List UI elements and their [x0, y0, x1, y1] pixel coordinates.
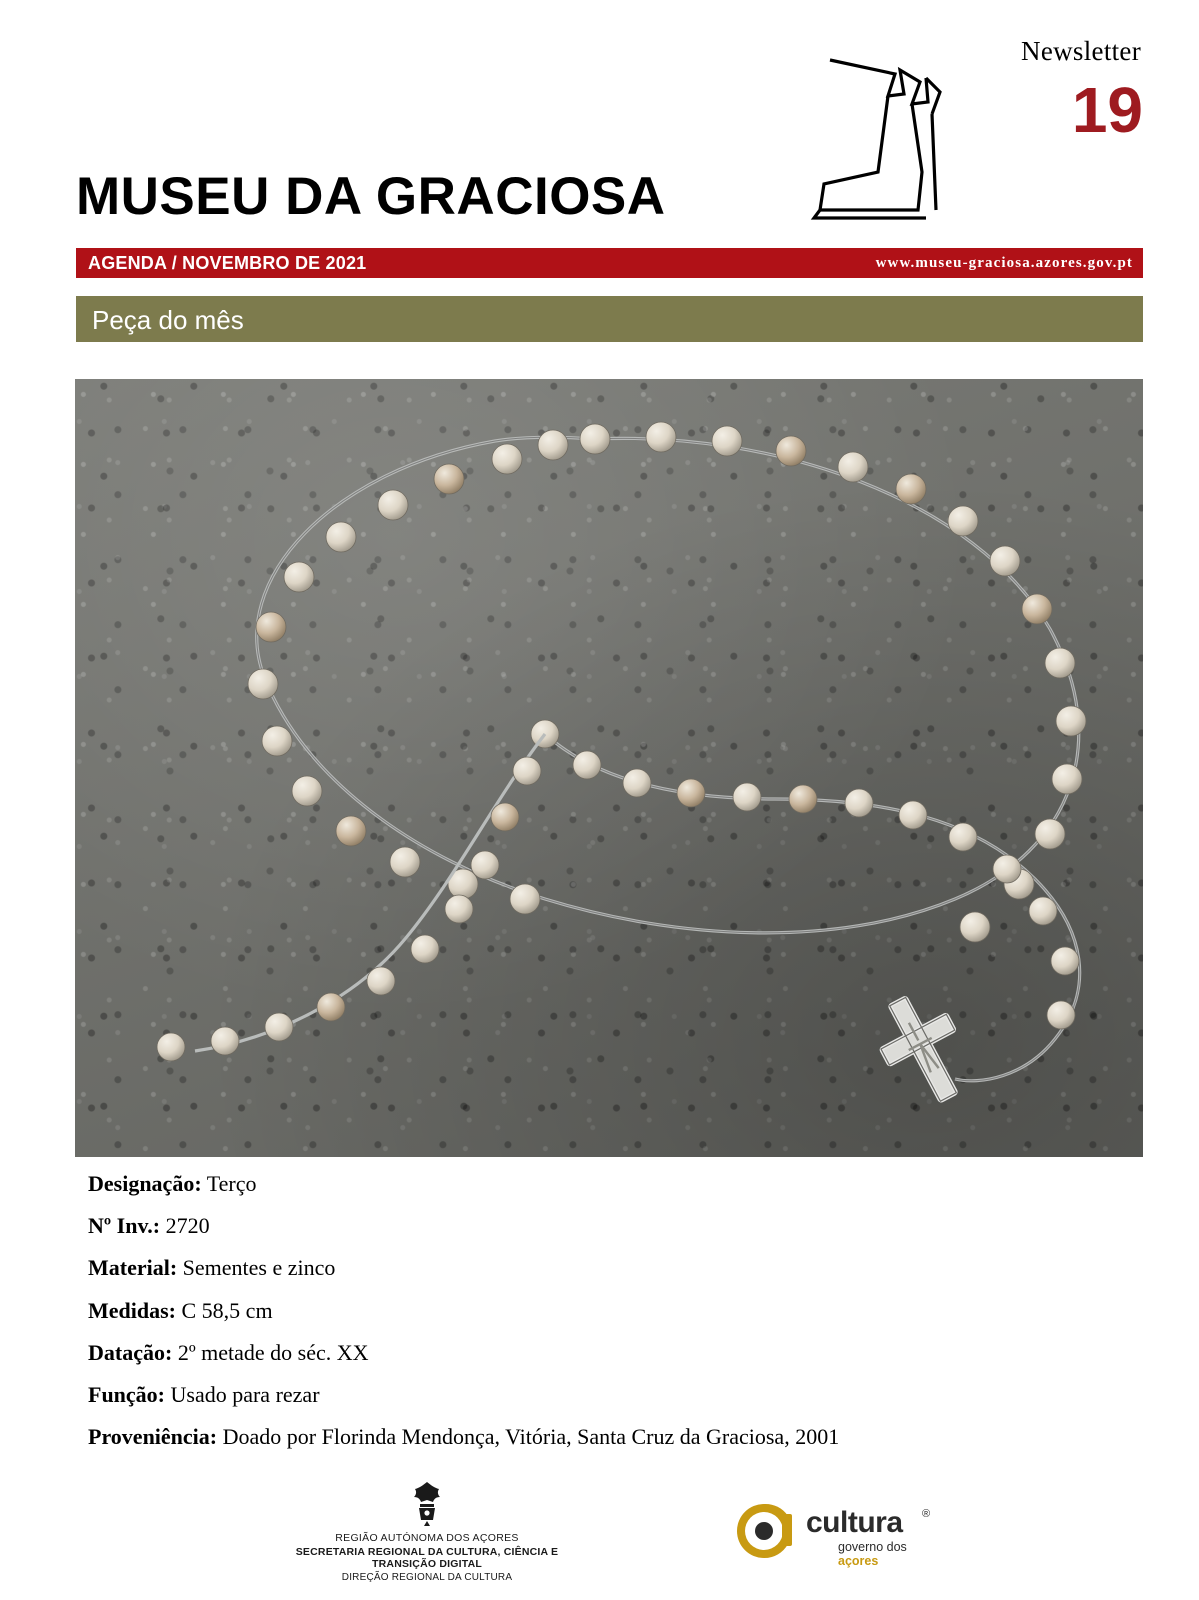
- cultura-wordmark: cultura: [806, 1506, 903, 1539]
- page-title: MUSEU DA GRACIOSA: [76, 167, 666, 226]
- website-link[interactable]: www.museu-graciosa.azores.gov.pt: [875, 255, 1133, 271]
- detail-value: C 58,5 cm: [181, 1297, 273, 1323]
- detail-row-inventario: [88, 1214, 1138, 1238]
- detail-row-datacao: [88, 1341, 1138, 1365]
- registered-mark: ®: [922, 1508, 931, 1520]
- detail-value: Usado para rezar: [170, 1381, 320, 1407]
- page-header: [0, 0, 1199, 248]
- detail-value: 2º metade do séc. XX: [177, 1339, 369, 1365]
- azores-coat-of-arms-icon: [407, 1480, 447, 1528]
- windmill-icon: [800, 52, 970, 237]
- detail-row-proveniencia: [88, 1425, 1138, 1449]
- detail-row-funcao: [88, 1383, 1138, 1407]
- cultura-logo: [726, 1500, 936, 1568]
- detail-label: Designação:: [88, 1171, 202, 1196]
- detail-label: Proveniência:: [88, 1424, 218, 1450]
- detail-label: Nº Inv.:: [88, 1213, 161, 1239]
- detail-value: 2720: [165, 1213, 210, 1239]
- detail-label: Material:: [88, 1255, 178, 1281]
- newsletter-label: Newsletter: [1021, 36, 1141, 66]
- detail-label: Datação:: [88, 1339, 173, 1365]
- object-photo: [75, 379, 1143, 1157]
- detail-row-material: [88, 1256, 1138, 1280]
- page-footer: [0, 1480, 1199, 1600]
- cultura-subtitle: [838, 1540, 936, 1568]
- detail-value: Sementes e zinco: [182, 1255, 336, 1281]
- detail-row-medidas: [88, 1299, 1138, 1323]
- gov-line-region: REGIÃO AUTÓNOMA DOS AÇORES: [335, 1532, 519, 1544]
- agenda-band: [76, 248, 1143, 278]
- detail-label: Função:: [88, 1381, 165, 1407]
- government-logo: [277, 1480, 577, 1583]
- detail-label: Medidas:: [88, 1297, 176, 1323]
- section-header: [76, 296, 1143, 342]
- cultura-subtitle-accent: açores: [838, 1554, 879, 1568]
- object-details: [88, 1172, 1138, 1467]
- detail-row-designacao: [88, 1172, 1138, 1196]
- cultura-subtitle-prefix: governo dos: [838, 1540, 907, 1554]
- gov-line-direcao: DIREÇÃO REGIONAL DA CULTURA: [341, 1572, 513, 1583]
- section-title: Peça do mês: [92, 305, 244, 335]
- issue-number: 19: [1071, 74, 1143, 146]
- cultura-circle-icon: [726, 1500, 804, 1562]
- agenda-text: AGENDA / NOVEMBRO DE 2021: [88, 253, 367, 273]
- detail-value: Terço: [206, 1171, 257, 1196]
- rosary-icon: [75, 379, 1143, 1157]
- detail-value: Doado por Florinda Mendonça, Vitória, Santa Cruz da Graciosa, 2001: [222, 1424, 840, 1450]
- crucifix-icon: [865, 984, 981, 1114]
- gov-line-secretaria: SECRETARIA REGIONAL DA CULTURA, CIÊNCIA E TRANSIÇÃO DIGITAL: [295, 1546, 559, 1570]
